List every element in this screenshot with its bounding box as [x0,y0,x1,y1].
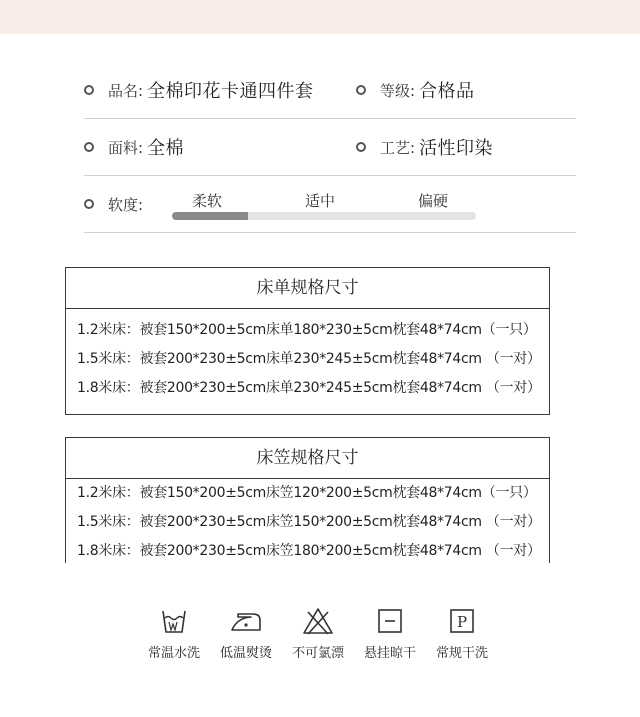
softness-track [172,212,476,220]
sheet-size-table [65,267,550,415]
dry-clean-glyph: P [456,613,468,631]
attribute-name [84,62,314,118]
top-band [0,0,640,34]
care-item-line-dry [354,606,426,661]
table-row: 1.8米床：被套200*230±5cm床单230*245±5cm枕套48*74cm （一对） [77,380,541,396]
care-item-no-bleach [282,606,354,661]
bullet-circle-icon [84,199,94,209]
attribute-grade-value: 合格品 [419,81,475,102]
table-row: 1.8米床：被套200*230±5cm床笠180*200±5cm枕套48*74cm （一对） [77,543,541,559]
softness-scale-soft: 柔软 [192,192,223,210]
table-row: 1.2米床：被套150*200±5cm床笠120*200±5cm枕套48*74cm（一只） [77,485,537,501]
no-bleach-icon [302,606,334,636]
attribute-softness [84,176,143,232]
table-row: 1.5米床：被套200*230±5cm床笠150*200±5cm枕套48*74cm （一对） [77,514,541,530]
bullet-circle-icon [356,142,366,152]
bullet-circle-icon [356,85,366,95]
table-row: 1.5米床：被套200*230±5cm床单230*245±5cm枕套48*74cm （一对） [77,351,541,367]
table-row: 1.2米床：被套150*200±5cm床单180*230±5cm枕套48*74cm（一只） [77,322,537,338]
attribute-craft-value: 活性印染 [419,138,494,159]
care-item-wash [138,606,210,661]
care-label-line-dry: 悬挂晾干 [363,646,416,661]
softness-fill [172,212,248,220]
care-instructions [138,606,498,666]
attribute-material-label: 面料: [108,138,144,157]
wash-tub-icon [159,606,189,636]
care-item-dry-clean [426,606,498,661]
attribute-grade-label: 等级: [380,81,416,100]
fitted-table-title: 床笠规格尺寸 [66,438,549,479]
dry-clean-p-icon [447,606,477,636]
care-label-iron: 低温熨烫 [219,646,272,661]
iron-icon [229,606,263,636]
attribute-grade [356,62,475,118]
bullet-circle-icon [84,142,94,152]
care-label-dry-clean: 常规干洗 [435,646,488,661]
bullet-circle-icon [84,85,94,95]
attribute-row-material-craft [84,119,576,176]
attribute-row-name-grade [84,62,576,119]
care-label-no-bleach: 不可氯漂 [291,646,344,661]
sheet-table-title: 床单规格尺寸 [66,268,549,309]
care-item-iron [210,606,282,661]
attribute-craft-label: 工艺: [380,138,416,157]
softness-scale-hard: 偏硬 [418,192,449,210]
attribute-name-value: 全棉印花卡通四件套 [147,81,314,102]
line-dry-icon [375,606,405,636]
fitted-sheet-size-table [65,437,550,563]
care-label-wash: 常温水洗 [147,646,200,661]
attribute-material [84,119,184,175]
softness-scale-medium: 适中 [305,192,336,210]
attribute-row-softness [84,176,576,233]
attribute-craft [356,119,493,175]
attribute-softness-label: 软度: [108,195,144,214]
attribute-name-label: 品名: [108,81,144,100]
attribute-material-value: 全棉 [147,138,185,159]
